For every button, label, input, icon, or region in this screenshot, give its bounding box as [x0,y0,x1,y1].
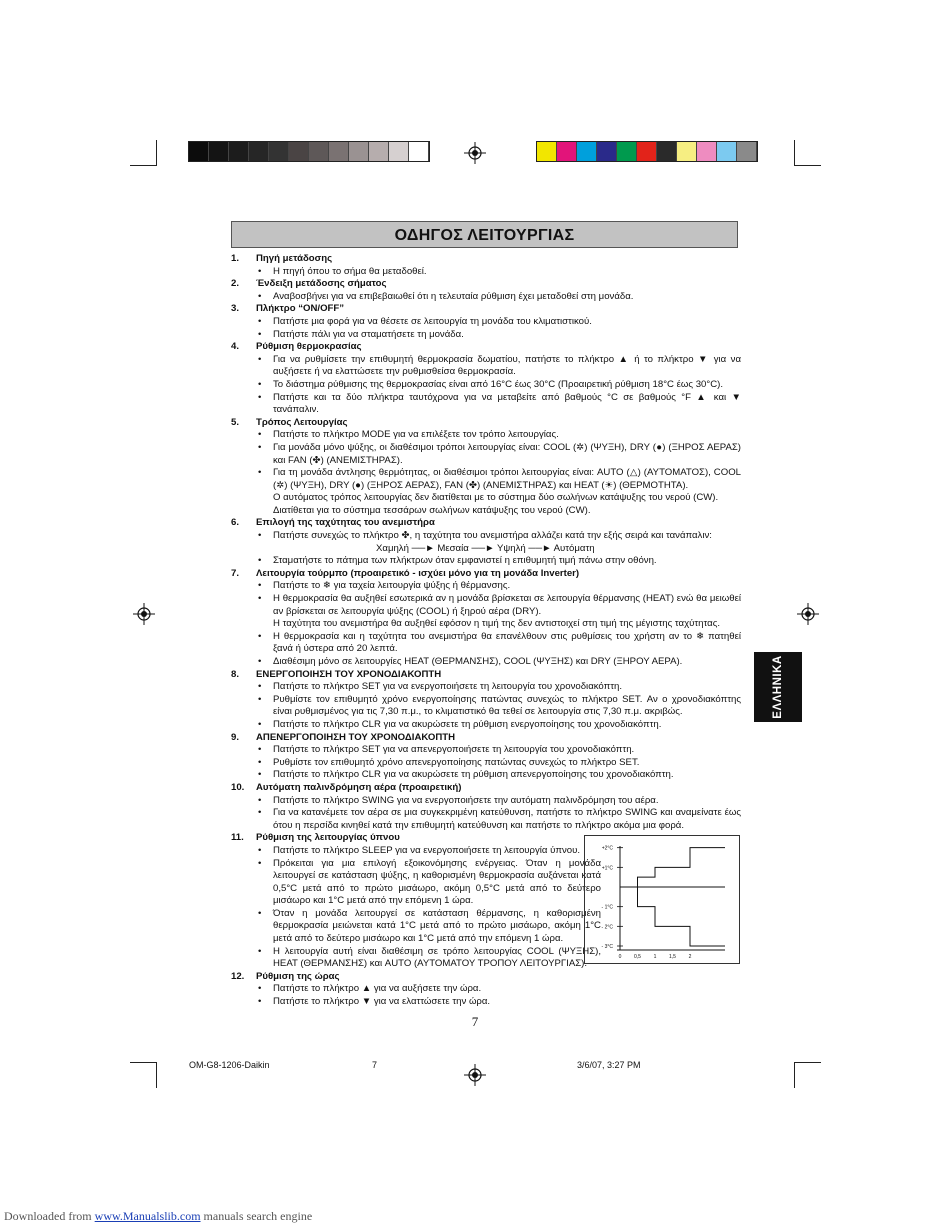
sleep-mode-chart-svg [585,836,739,963]
bullet-item: • Πατήστε πάλι για να σταματήσετε τη μονάδα. [256,329,741,342]
section-12 [231,971,741,1009]
gray-swatch [229,142,249,161]
section-heading: Επιλογή της ταχύτητας του ανεμιστήρα [256,517,435,529]
section-heading: Λειτουργία τούρμπο (προαιρετικό - ισχύει μόνο για τη μονάδα Inverter) [256,567,580,579]
section-number: 7. [231,567,240,579]
gray-swatch [349,142,369,161]
crop-mark [156,1062,157,1088]
section-11 [231,832,601,971]
bullet-item: • Πρόκειται για μια επιλογή εξοικονόμησης ενέργειας. Όταν η μονάδα λειτουργεί σε κατάσταση ψύξης, η καθορισμένη θερμοκρασία αυξάνεται κατά 0,5°C μετά από το πρώτο μισάωρο, ακόμη 0,5°C μετά από το δεύτερο μισάωρο και 1°C μετά από την επόμενη 1 ώρα. [256,858,601,908]
crop-mark [130,165,156,166]
section-1 [231,253,741,278]
section-number: 9. [231,731,240,743]
y-tick-label: - 1°C [601,904,613,911]
gray-swatch [269,142,289,161]
bullet-item: • Πατήστε το πλήκτρο SWING για να ενεργοποιήσετε την αυτόματη παλινδρόμηση του αέρα. [256,795,741,808]
crop-mark [130,1062,156,1063]
language-tab [754,652,802,722]
download-notice [4,1209,312,1224]
grayscale-strip [188,141,430,162]
series-line-2 [620,887,725,946]
fan-speed-sequence: Χαμηλή ──► Μεσαία ──► Υψηλή ──► Αυτόματη [376,542,595,554]
bullet-item: • Διαθέσιμη μόνο σε λειτουργίες HEAT (ΘΕΡΜΑΝΣΗΣ), COOL (ΨΥΞΗΣ) και DRY (ΞΗΡΟΥ ΑΕΡΑ). [256,656,741,669]
section-number: 11. [231,832,244,844]
color-swatch [737,142,757,161]
section-number: 6. [231,517,240,529]
bullet-item: • Πατήστε μια φορά για να θέσετε σε λειτουργία τη μονάδα του κλιματιστικού. [256,316,741,329]
footer-center: 7 [372,1060,378,1070]
color-swatch [697,142,717,161]
section-heading: Ρύθμιση της λειτουργίας ύπνου [256,832,400,844]
section-number: 3. [231,303,240,315]
crop-mark [156,140,157,166]
paragraph: Η ταχύτητα του ανεμιστήρα θα αυξηθεί εφόσον η τιμή της δεν αντιστοιχεί στη τιμή της μέγιστης ταχύτητας. [273,618,720,630]
gray-swatch [389,142,409,161]
footer-right: 3/6/07, 3:27 PM [577,1060,641,1070]
color-swatch [617,142,637,161]
bullet-item: • Πατήστε το πλήκτρο SET για να απενεργοποιήσετε τη λειτουργία του χρονοδιακόπτη. [256,744,741,757]
x-tick-label: 0 [618,954,622,960]
bullet-item: • Πατήστε το πλήκτρο ▼ για να ελαττώσετε την ώρα. [256,996,741,1009]
section-heading: Ρύθμιση θερμοκρασίας [256,341,362,353]
y-tick-label: - 3°C [601,944,613,950]
x-tick-label: 1,5 [669,954,676,960]
x-tick-label: 0,5 [634,954,641,960]
bullet-item: • Για να κατανέμετε τον αέρα σε μια συγκεκριμένη κατεύθυνση, πατήστε το πλήκτρο SWING και αναμείνατε έως ότου η περσίδα κινηθεί κατά την επιθυμητή κατεύθυνση και πατήστε το πλήκτρο ακόμα μια φορά. [256,807,741,832]
registration-target-icon [133,603,155,625]
page-title: ΟΔΗΓΟΣ ΛΕΙΤΟΥΡΓΙΑΣ [231,221,738,248]
color-swatch [657,142,677,161]
section-6 [231,517,741,567]
section-number: 12. [231,970,245,982]
gray-swatch [209,142,229,161]
bullet-item: • Πατήστε το πλήκτρο CLR για να ακυρώσετε τη ρύθμιση ενεργοποίησης του χρονοδιακόπτη. [256,719,741,732]
section-number: 8. [231,668,240,680]
section-4 [231,341,741,417]
bullet-item: • Η πηγή όπου το σήμα θα μεταδοθεί. [256,266,741,279]
bullet-item: • Για μονάδα μόνο ψύξης, οι διαθέσιμοι τρόποι λειτουργίας είναι: COOL (✲) (ΨΥΞΗ), DRY (●) (ΞΗΡΟΣ ΑΕΡΑΣ) και FAN (✤) (ΑΝΕΜΙΣΤΗΡΑΣ). [256,442,741,467]
color-swatch [557,142,577,161]
bullet-item: • Πατήστε το πλήκτρο CLR για να ακυρώσετε τη ρύθμιση απενεργοποίησης του χρονοδιακόπτη. [256,769,741,782]
bullet-item: • Η λειτουργία αυτή είναι διαθέσιμη σε τρόπο λειτουργίας COOL (ΨΥΞΗΣ), HEAT (ΘΕΡΜΑΝΣΗΣ) και AUTO (ΑΥΤΟΜΑΤΟΥ ΤΡΟΠΟΥ ΛΕΙΤΟΥΡΓΙΑΣ). [256,946,601,971]
gray-swatch [309,142,329,161]
bullet-item: • Πατήστε συνεχώς το πλήκτρο ✤, η ταχύτητα του ανεμιστήρα αλλάζει κατά την εξής σειρά και τανάπαλιν: [256,530,741,543]
registration-target-icon [464,1064,486,1086]
crop-mark [794,140,795,166]
bullet-item: • Πατήστε το πλήκτρο ▲ για να αυξήσετε την ώρα. [256,983,741,996]
registration-target-icon [797,603,819,625]
gray-swatch [369,142,389,161]
section-heading: Τρόπος Λειτουργίας [256,416,348,428]
section-10 [231,782,741,832]
footer-left: OM-G8-1206-Daikin [189,1060,270,1070]
section-5 [231,417,741,518]
bullet-item: • Πατήστε το πλήκτρο SET για να ενεργοποιήσετε τη λειτουργία του χρονοδιακόπτη. [256,681,741,694]
series-line-1 [620,848,725,887]
section-heading: Αυτόματη παλινδρόμηση αέρα (προαιρετική) [256,781,462,793]
section-heading: Ένδειξη μετάδοσης σήματος [256,278,387,290]
bullet-item: • Ρυθμίστε τον επιθυμητό χρόνο απενεργοποίησης πατώντας συνεχώς το πλήκτρο SET. [256,757,741,770]
y-tick-label: - 2°C [601,924,613,931]
crop-mark [795,165,821,166]
gray-swatch [189,142,209,161]
paragraph: Διατίθεται για το σύστημα τεσσάρων σωλήνων κατάψυξης του νερού (CW). [273,504,591,516]
section-number: 10. [231,781,245,793]
gray-swatch [249,142,269,161]
section-heading: Πλήκτρο “ON/OFF” [256,303,345,315]
section-heading: Πηγή μετάδοσης [256,253,333,264]
section-2 [231,278,741,303]
section-heading: Ρύθμιση της ώρας [256,970,340,982]
gray-swatch [329,142,349,161]
bullet-item: • Πατήστε το πλήκτρο MODE για να επιλέξετε τον τρόπο λειτουργίας. [256,429,741,442]
bullet-item: • Πατήστε το ❄ για ταχεία λειτουργία ψύξης ή θέρμανσης. [256,580,741,593]
bullet-item: • Για τη μονάδα άντλησης θερμότητας, οι διαθέσιμοι τρόποι λειτουργίας είναι: AUTO (△) (ΑΥΤΟΜΑΤΟΣ), COOL (✲) (ΨΥΞΗ), DRY (●) (ΞΗΡΟΣ ΑΕΡΑΣ), FAN (✤) (ΑΝΕΜΙΣΤΗΡΑΣ) και HEAT (☀) (ΘΕΡΜΟΤΗΤΑ). [256,467,741,492]
crop-mark [795,1062,821,1063]
bullet-item: • Η θερμοκρασία θα αυξηθεί εσωτερικά αν η μονάδα βρίσκεται σε λειτουργία θέρμανσης (HEAT) ενώ θα μειωθεί αν βρίσκεται σε λειτουργία ψύξης (COOL) ή ξηρού αέρα (DRY). [256,593,741,618]
x-tick-label: 2 [688,954,692,960]
bullet-item: • Ρυθμίστε τον επιθυμητό χρόνο ενεργοποίησης πατώντας συνεχώς το πλήκτρο SET. Αν ο χρονοδιακόπτης είναι ρυθμισμένος για τις 7,30 π.μ., το κλιματιστικό θα τεθεί σε λειτουργία στις 7,30 π.μ. ακριβώς. [256,694,741,719]
gray-swatch [289,142,309,161]
bullet-item: • Για να ρυθμίσετε την επιθυμητή θερμοκρασία δωματίου, πατήστε το πλήκτρο ▲ ή το πλήκτρο ▼ για να αυξήσετε ή να ελαττώσετε την ρυθμισθείσα θερμοκρασία. [256,354,741,379]
color-swatch [717,142,737,161]
color-swatch [677,142,697,161]
section-number: 1. [231,253,240,264]
color-swatch [577,142,597,161]
section-heading: ΑΠΕΝΕΡΓΟΠΟΙΗΣΗ ΤΟΥ ΧΡΟΝΟΔΙΑΚΟΠΤΗ [256,731,456,743]
bullet-item: • Η θερμοκρασία και η ταχύτητα του ανεμιστήρα θα επανέλθουν στις ρυθμίσεις του χρήστη αν το ❄ πατηθεί ξανά ή ύστερα από 20 λεπτά. [256,631,741,656]
bullet-item: • Σταματήστε το πάτημα των πλήκτρων όταν εμφανιστεί η επιθυμητή τιμή πάνω στην οθόνη. [256,555,741,568]
y-tick-label: +2°C [601,845,613,852]
section-7 [231,568,741,669]
sleep-mode-chart [584,835,740,964]
registration-target-icon [464,142,486,164]
section-8 [231,669,741,732]
manualslib-link[interactable]: www.Manualslib.com [94,1209,201,1223]
color-strip [536,141,758,162]
color-swatch [597,142,617,161]
page-number: 7 [471,1014,479,1029]
y-tick-label: +1°C [601,865,613,872]
bullet-item: • Πατήστε και τα δύο πλήκτρα ταυτόχρονα για να μεταβείτε από βαθμούς °C σε βαθμούς °F ▲ και ▼ τανάπαλιν. [256,392,741,417]
download-prefix: Downloaded from [4,1209,95,1223]
bullet-item: • Το διάστημα ρύθμισης της θερμοκρασίας είναι από 16°C έως 30°C (Προαιρετική ρύθμιση 18°C έως 30°C). [256,379,741,392]
section-3 [231,303,741,341]
paragraph: Ο αυτόματος τρόπος λειτουργίας δεν διατίθεται με το σύστημα δύο σωλήνων κατάψυξης του νερού (CW). [273,492,719,504]
color-swatch [537,142,557,161]
color-swatch [637,142,657,161]
bullet-item: • Πατήστε το πλήκτρο SLEEP για να ενεργοποιήσετε τη λειτουργία ύπνου. [256,845,601,858]
section-heading: ΕΝΕΡΓΟΠΟΙΗΣΗ ΤΟΥ ΧΡΟΝΟΔΙΑΚΟΠΤΗ [256,668,442,680]
section-number: 2. [231,278,240,290]
section-number: 4. [231,341,240,353]
gray-swatch [409,142,429,161]
language-tab-label: ΕΛΛΗΝΙΚΑ [772,655,784,719]
section-number: 5. [231,416,240,428]
crop-mark [794,1062,795,1088]
x-tick-label: 1 [653,954,657,960]
download-suffix: manuals search engine [200,1209,313,1223]
section-9 [231,732,741,782]
bullet-item: • Αναβοσβήνει για να επιβεβαιωθεί ότι η τελευταία ρύθμιση έχει μεταδοθεί στη μονάδα. [256,291,741,304]
bullet-item: • Όταν η μονάδα λειτουργεί σε κατάσταση θέρμανσης, η καθορισμένη θερμοκρασία μειώνεται κατά 1°C μετά από το πρώτο μισάωρο, ακόμη 1°C μετά από το δεύτερο μισάωρο και 1°C μετά από την επόμενη 1 ώρα. [256,908,601,946]
